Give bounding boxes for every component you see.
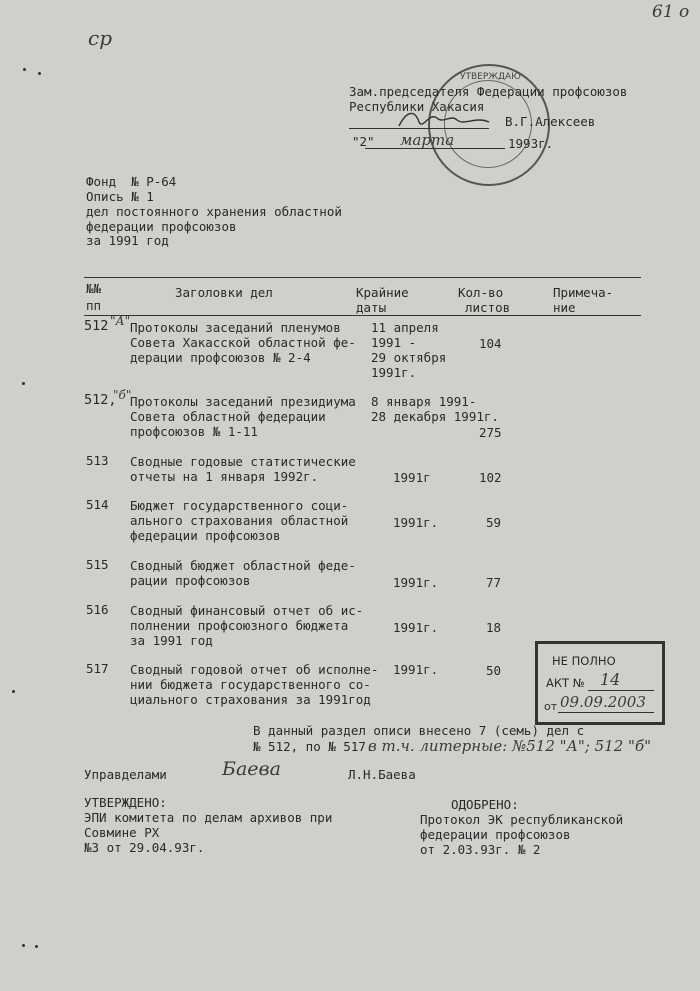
margin-mark: ср [88,26,113,50]
col-header-note-1: Примеча- [553,285,614,300]
approval-line-2: Республики Хакасия [349,99,485,114]
row-date-line: 29 октября [371,350,447,365]
stamp-date-line [558,712,654,713]
col-header-dates-2: даты [356,300,387,315]
row-date-line: 1991г [393,470,431,485]
stamp-date: 09.09.2003 [560,693,646,711]
row-sheets: 18 [486,620,502,635]
table-top-rule [84,277,641,278]
archive-check-stamp [535,641,665,725]
table-header-rule [84,315,641,316]
scan-speck [12,690,15,693]
manager-label: Управделами [84,767,167,782]
row-number: 512 [84,318,109,334]
opis-number: Опись № 1 [86,189,154,204]
row-date-line: 1991г. [393,662,439,677]
row-title-line: ального страхования областной [130,513,349,528]
approval-line-1: Зам.председателя Федерации профсоюзов [349,84,628,99]
row-title-line: циального страхования за 1991год [130,692,371,707]
row-number: 515 [86,557,109,572]
row-number: 513 [86,453,109,468]
row-sheets: 77 [486,575,502,590]
row-title-line: нии бюджета государственного со- [130,677,371,692]
approval-date-day: "2" [352,134,375,149]
approval-date-month: марта [400,131,455,149]
summary-line-2: № 512, по № 517. [253,739,374,754]
row-sheets: 50 [486,663,502,678]
row-title-line: дерации профсоюзов № 2-4 [130,350,311,365]
row-date-line: 1991г. [393,515,439,530]
row-sheets: 275 [479,425,502,440]
date-line [365,148,505,149]
row-date-line: 28 декабря 1991г. [371,409,499,424]
row-date-line: 1991г. [393,620,439,635]
scan-speck [22,944,25,947]
approval-signature [395,104,495,134]
scan-speck [22,382,25,385]
round-stamp-text: УТВЕРЖДАЮ [460,72,521,82]
approved-heading: УТВЕРЖДЕНО: [84,795,167,810]
inventory-description-1: дел постоянного хранения областной [86,204,342,219]
endorsed-line: Протокол ЭК республиканской [420,812,624,827]
col-header-note-2: ние [553,300,576,315]
summary-line-1: В данный раздел описи внесено 7 (семь) дел с [253,723,585,738]
row-title-line: Сводные годовые статистические [130,454,356,469]
fond-number: Фонд № Р-64 [86,174,177,189]
col-header-sheets-2: листов [465,300,511,315]
col-header-number-2: пп [86,298,102,313]
row-title-line: профсоюзов № 1-11 [130,424,258,439]
row-title-line: полнении профсоюзного бюджета [130,618,349,633]
row-letter: "б" [113,388,132,402]
row-title-line: за 1991 год [130,633,213,648]
inventory-description-3: за 1991 год [86,233,169,248]
col-header-number-1: №№ [86,281,102,296]
row-title-line: Сводный бюджет областной феде- [130,558,356,573]
row-title-line: Протоколы заседаний президиума [130,394,356,409]
row-date-line: 1991г. [393,575,439,590]
row-letter: "А" [110,314,131,328]
scan-speck [38,72,41,75]
row-date-line: 1991 - [371,335,417,350]
row-sheets: 59 [486,515,502,530]
summary-handwritten-note: в т.ч. литерные: №512 "А"; 512 "б" [368,737,651,755]
row-date-line: 11 апреля [371,320,439,335]
scan-speck [23,68,26,71]
approval-name: В.Г.Алексеев [505,114,596,129]
manager-signature: Баева [222,758,281,780]
approved-line: ЭПИ комитета по делам архивов при [84,810,333,825]
col-header-dates-1: Крайние [356,285,409,300]
corner-page-mark: 61 о [652,2,690,22]
row-title-line: рации профсоюзов [130,573,251,588]
approval-date-year: 1993г. [508,136,554,151]
row-title-line: Совета областной федерации [130,409,326,424]
inventory-description-2: федерации профсоюзов [86,219,237,234]
stamp-akt-number: 14 [600,670,621,689]
stamp-line-1: НЕ ПОЛНО [552,654,616,668]
stamp-akt-line [588,690,654,691]
row-title-line: Бюджет государственного соци- [130,498,349,513]
row-date-line: 8 января 1991- [371,394,477,409]
approved-line: Совмине РХ [84,825,160,840]
row-number: 512, [84,392,117,408]
row-date-line: 1991г. [371,365,417,380]
row-title-line: Протоколы заседаний пленумов [130,320,341,335]
row-number: 517 [86,661,109,676]
approved-line: №3 от 29.04.93г. [84,840,205,855]
endorsed-heading: ОДОБРЕНО: [451,797,519,812]
stamp-ot-label: от [544,700,558,713]
row-number: 514 [86,497,109,512]
col-header-sheets-1: Кол-во [458,285,504,300]
row-title-line: отчеты на 1 января 1992г. [130,469,319,484]
row-sheets: 104 [479,336,502,351]
endorsed-line: от 2.03.93г. № 2 [420,842,541,857]
endorsed-line: федерации профсоюзов [420,827,571,842]
row-sheets: 102 [479,470,502,485]
row-title-line: Сводный годовой отчет об исполне- [130,662,379,677]
stamp-akt-label: АКТ № [546,676,585,690]
row-title-line: Совета Хакасской областной фе- [130,335,356,350]
scan-speck [35,945,38,948]
row-number: 516 [86,602,109,617]
row-title-line: Сводный финансовый отчет об ис- [130,603,364,618]
row-title-line: федерации профсоюзов [130,528,281,543]
col-header-title: Заголовки дел [175,285,273,300]
manager-name: Л.Н.Баева [348,767,416,782]
